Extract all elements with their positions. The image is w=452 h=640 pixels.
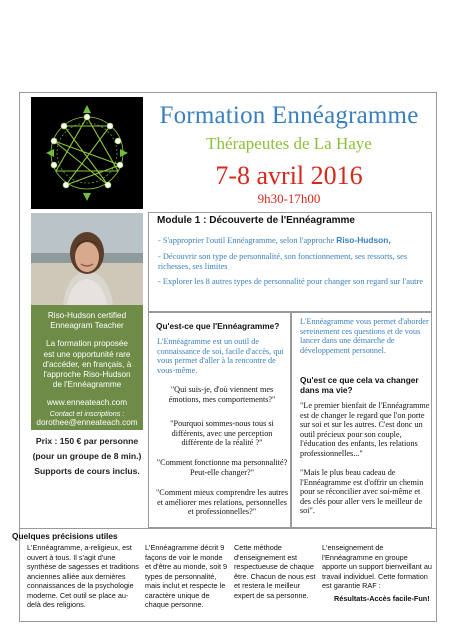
module-bullet-list <box>158 236 430 293</box>
module-bullet: - Explorer les 8 autres types de personnalité pour changer son regard sur l'autre <box>158 277 423 287</box>
description-line: d'accéder, en français, à <box>42 359 132 369</box>
price-block <box>31 434 143 479</box>
teacher-photo <box>31 213 143 305</box>
teacher-title: Enneagram Teacher <box>50 321 124 331</box>
right-column <box>291 312 432 528</box>
section-intro: L'Ennéagramme est un outil de connaissance de soi, facile d'accès, qui vous permet d'aller à la rencontre de vous-même. <box>157 337 284 375</box>
info-column <box>322 543 432 603</box>
info-column: L'Ennéagramme décrit 9 façons de voir le monde et d'être au monde, soit 9 types de personnalité, mais inclut et respecte le caractère unique de chaque personne. <box>145 543 228 609</box>
contact-label: Contact et inscriptions : <box>49 408 125 418</box>
price-line: Prix : 150 € par personne <box>35 436 139 446</box>
event-date: 7-8 avril 2016 <box>215 161 363 190</box>
materials-line: Supports de cours inclus. <box>34 466 140 476</box>
module-title: Module 1 : Découverte de l'Ennéagramme <box>157 215 355 226</box>
website-link[interactable]: www.enneateach.com <box>46 398 128 408</box>
module-box <box>148 212 432 312</box>
enneagram-logo-icon <box>31 97 143 209</box>
benefit-quote: "Le premier bienfait de l'Ennéagramme est de changer le regard que l'on porte sur soi et sur les autres. C'est donc un outil précieux pour son couple, l'éducation des enfants, les relations professionnelles..." <box>300 401 430 458</box>
event-hours: 9h30-17h00 <box>257 191 321 206</box>
question-quote: "Pourquoi sommes-nous tous si différents, avec une perception différente de la réalité ?" <box>170 419 274 448</box>
description-line: est une opportunité rare <box>43 349 131 359</box>
description-line: l'approche Riso-Hudson <box>43 370 131 380</box>
page-title: Formation Ennéagramme <box>159 102 419 129</box>
teacher-info-box <box>31 305 143 430</box>
question-quote: "Comment mieux comprendre les autres et améliorer mes relations, personnelles et professionnelles?" <box>155 488 289 517</box>
email-link[interactable]: dorothee@enneateach.com <box>36 417 138 427</box>
question-quote: "Qui suis-je, d'où viennent mes émotions, mes comportements?" <box>168 385 276 404</box>
raf-slogan: Résultats-Accès facile-Fun! <box>334 593 430 603</box>
section-title: Qu'est-ce que l'Ennéagramme? <box>156 321 280 331</box>
info-column: L'Ennéagramme, a-religieux, est ouvert à tous. Il s'agit d'une synthèse de sagesses et traditions anciennes alliée aux dernières connaissances de la psychologie moderne. Cet outil se place au-delà des religions. <box>27 543 139 609</box>
info-column-text: L'enseignement de l'Ennéagramme en groupe apporte un support bienveillant au travail individuel. Cette formation est garantie RAF : <box>322 543 432 590</box>
benefit-quote: "Mais le plus beau cadeau de l'Ennéagramme est d'offrir un chemin pour se réconcilier avec soi-même et des clés pour aller vers le meilleur de soi". <box>300 468 424 516</box>
section-title: Qu'est ce que cela va changer dans ma vie? <box>300 375 419 395</box>
bottom-title: Quelques précisions utiles <box>12 531 118 541</box>
info-column: Cette méthode d'enseignement est respectueuse de chaque être. Chacun de nous est et restera le meilleur expert de sa personne. <box>234 543 316 600</box>
teacher-certification: Riso-Hudson certified <box>47 311 127 320</box>
group-size-line: (pour un groupe de 8 min.) <box>32 451 142 461</box>
middle-column <box>148 312 291 528</box>
question-quote: "Comment fonctionne ma personnalité? Peut-elle changer?" <box>156 458 288 477</box>
module-bullet: - S'approprier l'outil Ennéagramme, selon l'approche Riso-Hudson, <box>158 235 391 245</box>
description-line: La formation proposée <box>46 339 128 349</box>
description-line: de l'Ennéagramme <box>52 380 122 390</box>
module-bullet: - Découvrir son type de personnalité, son fonctionnement, ses ressorts, ses richesses, ses limites <box>158 251 408 271</box>
page-subtitle: Thérapeutes de La Haye <box>206 134 372 153</box>
section-intro: L'Ennéagramme vous permet d'aborder sereinement ces questions et de vous lancer dans une démarche de développement personnel. <box>300 317 429 355</box>
